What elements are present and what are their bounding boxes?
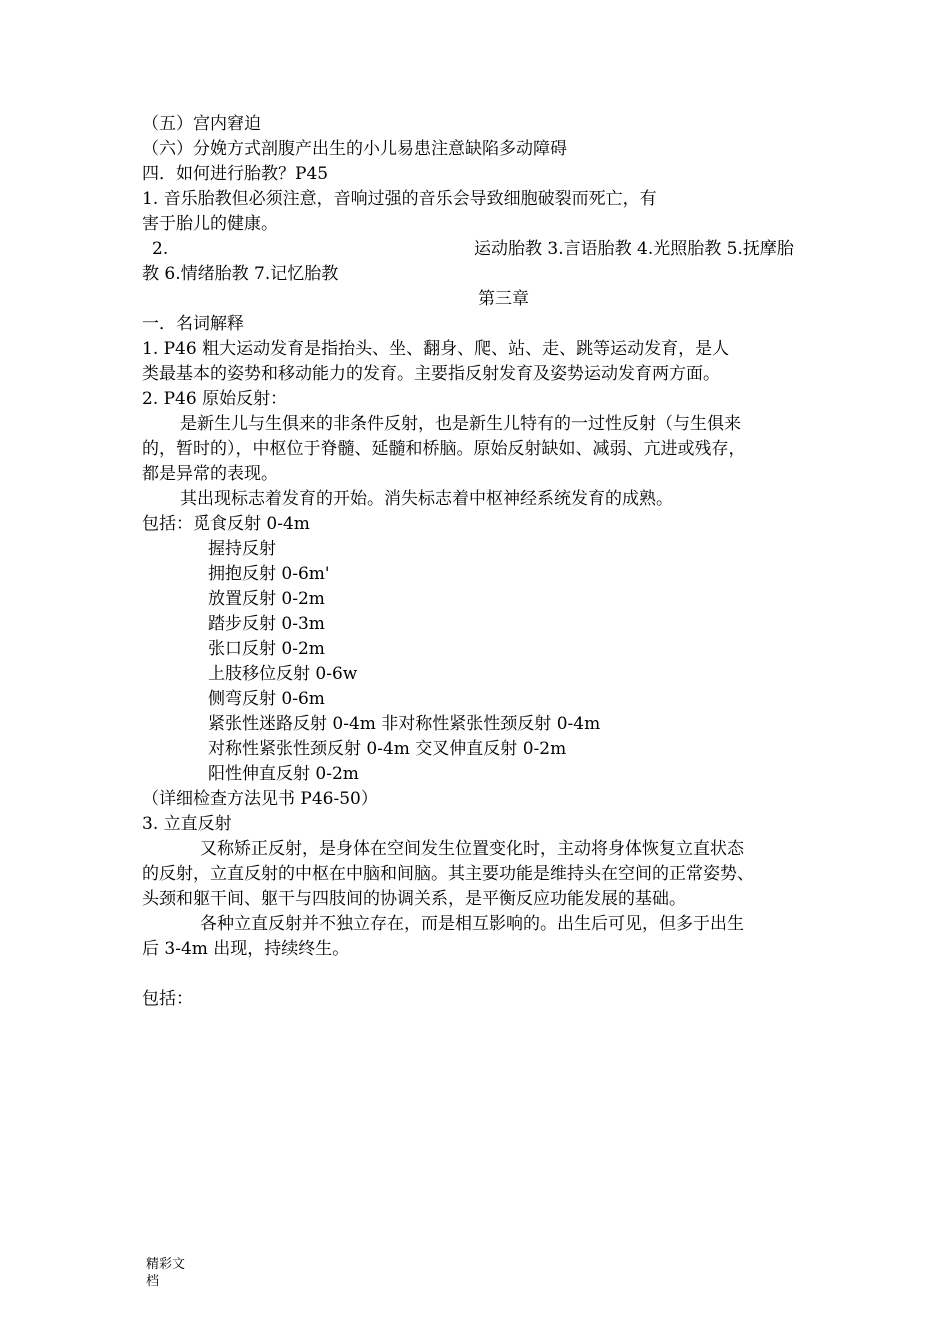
term1-line1: 1. P46 粗大运动发育是指抬头、坐、翻身、爬、站、走、跳等运动发育，是人 <box>142 339 730 359</box>
q4-item2-line2: 教 6.情绪胎教 7.记忆胎教 <box>142 264 339 284</box>
reflex-item: 对称性紧张性颈反射 0-4m 交叉伸直反射 0-2m <box>208 739 567 759</box>
item-5: （五）宫内窘迫 <box>142 114 261 134</box>
term3-para2-line2: 后 3-4m 出现，持续终生。 <box>142 939 350 959</box>
q4-item2-text: 运动胎教 3.言语胎教 4.光照胎教 5.抚摩胎 <box>474 239 794 259</box>
q4-item2-number: 2. <box>152 239 169 259</box>
term3-heading: 3. 立直反射 <box>142 814 232 834</box>
footer-line1: 精彩文 <box>146 1257 186 1272</box>
terms-heading: 一．名词解释 <box>142 314 244 334</box>
reflex-item: 踏步反射 0-3m <box>208 614 325 634</box>
reflex-item: 握持反射 <box>208 539 276 559</box>
q4-heading: 四．如何进行胎教？P45 <box>142 164 329 184</box>
reflex-item: 侧弯反射 0-6m <box>208 689 325 709</box>
includes-label-2: 包括： <box>142 989 193 1009</box>
chapter-title: 第三章 <box>478 289 529 309</box>
q4-item1-line1: 1. 音乐胎教但必须注意，音响过强的音乐会导致细胞破裂而死亡，有 <box>142 189 657 209</box>
term3-para1-line2: 的反射，立直反射的中枢在中脑和间脑。其主要功能是维持头在空间的正常姿势、 <box>142 864 754 884</box>
term2-heading: 2. P46 原始反射： <box>142 389 288 409</box>
reflex-item: 拥抱反射 0-6m' <box>208 564 330 584</box>
reflex-item: 上肢移位反射 0-6w <box>208 664 358 684</box>
reflex-item: 阳性伸直反射 0-2m <box>208 764 359 784</box>
term2-para1-line1: 是新生儿与生俱来的非条件反射，也是新生儿特有的一过性反射（与生俱来 <box>180 414 741 434</box>
footer-line2: 档 <box>146 1274 160 1289</box>
q4-item1-line2: 害于胎儿的健康。 <box>142 214 278 234</box>
term2-para2: 其出现标志着发育的开始。消失标志着中枢神经系统发育的成熟。 <box>180 489 673 509</box>
term3-para1-line1: 又称矫正反射，是身体在空间发生位置变化时，主动将身体恢复立直状态 <box>200 839 744 859</box>
term3-para1-line3: 头颈和躯干间、躯干与四肢间的协调关系，是平衡反应功能发展的基础。 <box>142 889 686 909</box>
term3-para2-line1: 各种立直反射并不独立存在，而是相互影响的。出生后可见，但多于出生 <box>200 914 744 934</box>
reflex-item: 张口反射 0-2m <box>208 639 325 659</box>
term2-para1-line2: 的，暂时的），中枢位于脊髓、延髓和桥脑。原始反射缺如、减弱、亢进或残存， <box>142 439 746 459</box>
detail-note: （详细检查方法见书 P46-50） <box>142 789 378 809</box>
term1-line2: 类最基本的姿势和移动能力的发育。主要指反射发育及姿势运动发育两方面。 <box>142 364 720 384</box>
term2-para1-line3: 都是异常的表现。 <box>142 464 278 484</box>
reflex-item: 放置反射 0-2m <box>208 589 325 609</box>
reflex-item: 紧张性迷路反射 0-4m 非对称性紧张性颈反射 0-4m <box>208 714 601 734</box>
item-6: （六）分娩方式剖腹产出生的小儿易患注意缺陷多动障碍 <box>142 139 567 159</box>
includes-label: 包括：觅食反射 0-4m <box>142 514 310 534</box>
